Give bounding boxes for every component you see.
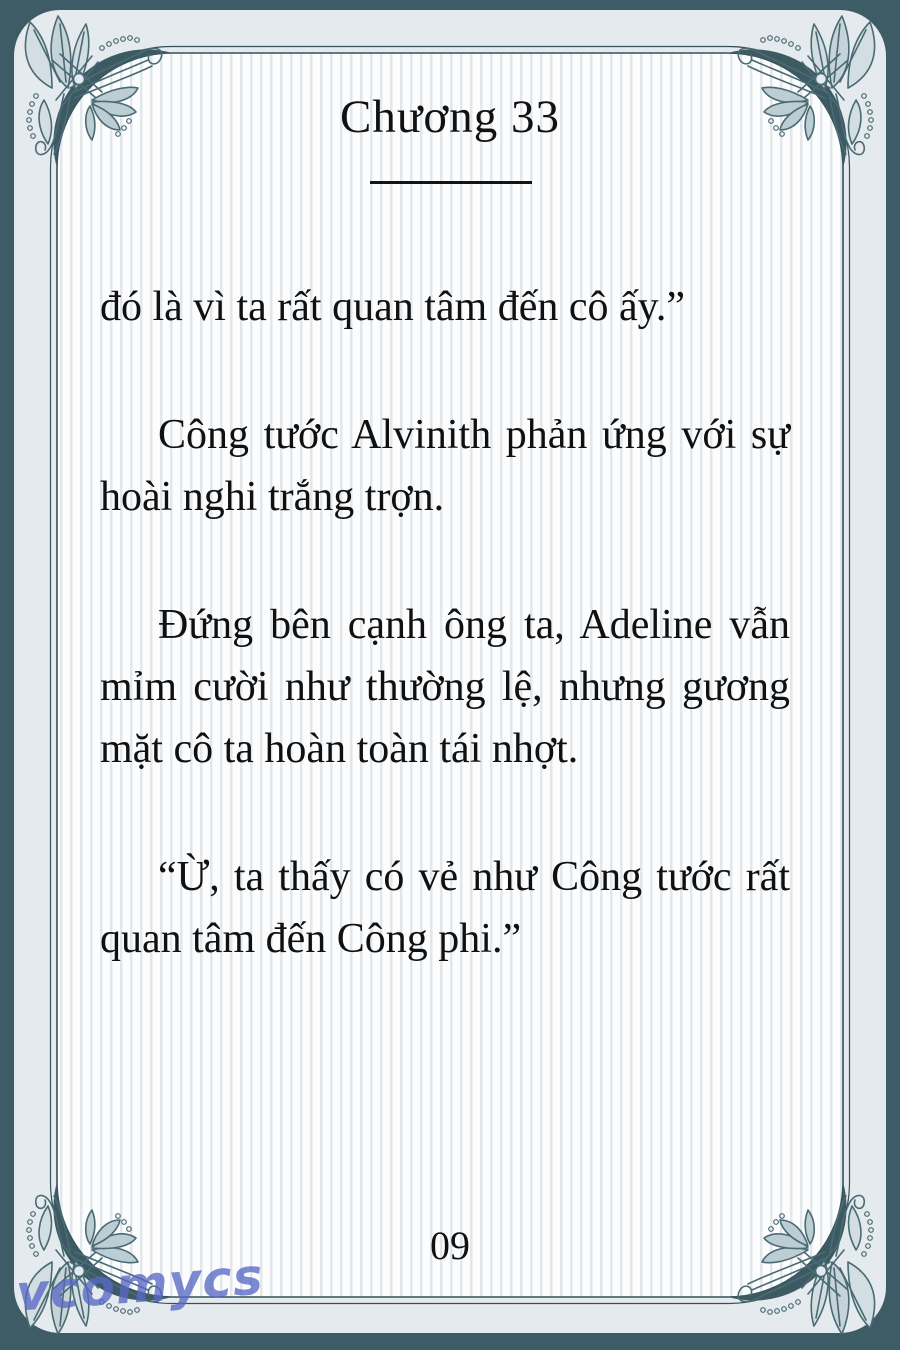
- watermark: vcomycs: [14, 1247, 266, 1323]
- title-divider: [370, 181, 532, 184]
- chapter-title: Chương 33: [340, 91, 560, 143]
- page-number: 09: [430, 1223, 470, 1268]
- paragraph: đó là vì ta rất quan tâm đến cô ấy.”: [100, 284, 686, 330]
- paragraph: Đứng bên cạnh ông ta, Adeline vẫn mỉm cười như thường lệ, nhưng gương mặt cô ta hoàn toàn tái nhợt.: [100, 602, 790, 772]
- paragraph: Công tước Alvinith phản ứng với sự hoài nghi trắng trợn.: [100, 412, 790, 520]
- chapter-body: [100, 276, 790, 1036]
- paragraph: “Ừ, ta thấy có vẻ như Công tước rất quan tâm đến Công phi.”: [100, 854, 790, 962]
